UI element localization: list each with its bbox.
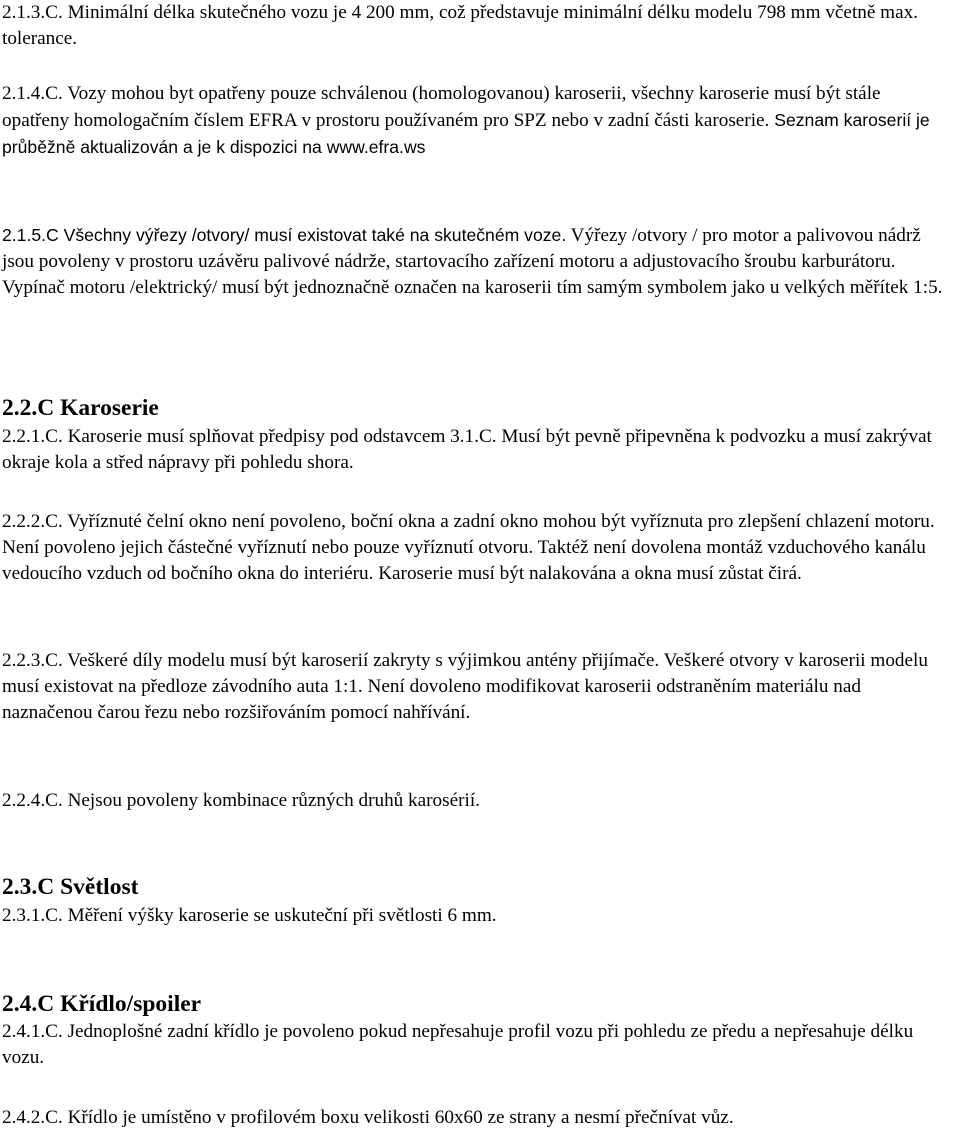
paragraph-text: 2.2.3.C. Veškeré díly modelu musí být karoserií zakryty s výjimkou antény přijímače. Veškeré otvory v karoserii modelu musí existovat na předloze závodního auta 1:1. Není dovoleno modifikovat karoserii odstraněním materiálu nad naznačenou čarou řezu nebo rozšiřováním pomocí nahřívání.: [2, 650, 928, 723]
paragraph-2-2-1: [2, 424, 952, 476]
paragraph-text-sans: Seznam karoserií je průběžně aktualizován a je k dispozici na www.efra.ws: [2, 110, 930, 157]
paragraph-2-2-4: [2, 788, 952, 814]
heading-kridlo-spoiler: 2.4.C Křídlo/spoiler: [2, 991, 202, 1017]
paragraph-2-3-1: [2, 903, 952, 929]
paragraph-text: 2.2.2.C. Vyříznuté čelní okno není povoleno, boční okna a zadní okno mohou být vyříznuta pro zlepšení chlazení motoru. Není povoleno jejich částečné vyříznutí nebo pouze vyříznutí otvoru. Taktéž není dovolena montáž vzduchového kanálu vedoucího vzduch od bočního okna do interiéru. Karoserie musí být nalakována a okna musí zůstat čirá.: [2, 511, 935, 584]
paragraph-text: 2.1.4.C. Vozy mohou byt opatřeny pouze schválenou (homologovanou) karoserii, všechny karoserie musí být stále opatřeny homologačním číslem EFRA v prostoru používaném pro SPZ nebo v zadní části karoserie.: [2, 83, 881, 131]
paragraph-text: 2.4.2.C. Křídlo je umístěno v profilovém boxu velikosti 60x60 ze strany a nesmí přečnívat vůz.: [2, 1107, 734, 1128]
paragraph-2-4-2: [2, 1105, 952, 1131]
paragraph-text: 2.2.4.C. Nejsou povoleny kombinace různých druhů karosérií.: [2, 790, 480, 811]
paragraph-2-1-5: [2, 222, 952, 301]
heading-svetlost: 2.3.C Světlost: [2, 874, 139, 900]
heading-karoserie: 2.2.C Karoserie: [2, 395, 159, 421]
paragraph-2-2-3: [2, 648, 952, 726]
paragraph-2-4-1: [2, 1019, 952, 1071]
paragraph-2-2-2: [2, 509, 952, 587]
paragraph-text: Výřezy /otvory / pro motor a palivovou nádrž jsou povoleny v prostoru uzávěru palivové nádrže, startovacího zařízení motoru a adjustovacího šroubu karburátoru. Vypínač motoru /elektrický/ musí být jednoznačně označen na karoserii tím samým symbolem jako u velkých měřítek 1:5.: [2, 225, 943, 298]
paragraph-2-1-3: [2, 0, 952, 52]
paragraph-text-sans: 2.1.5.C Všechny výřezy /otvory/ musí existovat také na skutečném voze.: [2, 225, 567, 245]
paragraph-2-1-4: [2, 81, 952, 161]
paragraph-text: 2.4.1.C. Jednoplošné zadní křídlo je povoleno pokud nepřesahuje profil vozu při pohledu ze předu a nepřesahuje délku vozu.: [2, 1021, 914, 1068]
paragraph-text: 2.3.1.C. Měření výšky karoserie se uskuteční při světlosti 6 mm.: [2, 905, 497, 926]
paragraph-text: 2.1.3.C. Minimální délka skutečného vozu je 4 200 mm, což představuje minimální délku modelu 798 mm včetně max. tolerance.: [2, 2, 919, 49]
paragraph-text: 2.2.1.C. Karoserie musí splňovat předpisy pod odstavcem 3.1.C. Musí být pevně připevněna k podvozku a musí zakrývat okraje kola a střed nápravy při pohledu shora.: [2, 426, 932, 473]
